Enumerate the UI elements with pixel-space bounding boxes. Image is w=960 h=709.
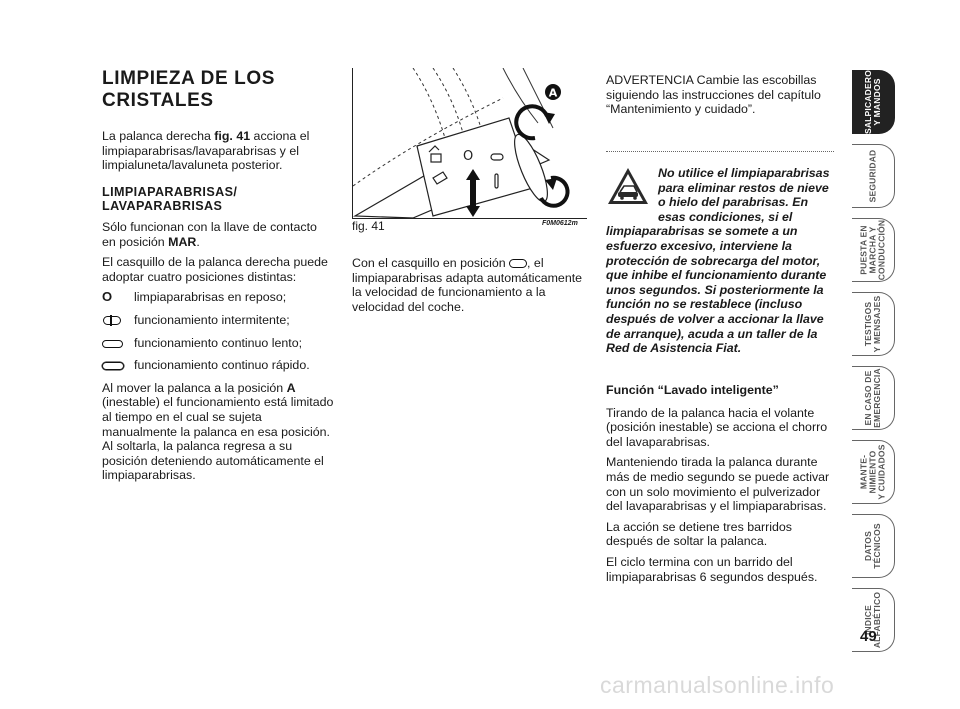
tab-label: PUESTA EN MARCHA Y CONDUCCIÓN <box>858 219 887 281</box>
advertencia-paragraph: ADVERTENCIA Cambie las escobillas siguiendo las instrucciones del capítulo “Mantenimiento y cuidado”. <box>606 73 821 117</box>
list-item-text: funcionamiento continuo lento; <box>134 335 303 350</box>
column-right <box>606 73 834 123</box>
tab-emergencia[interactable] <box>852 366 895 430</box>
list-item <box>102 290 334 305</box>
list-item <box>102 336 334 351</box>
auto-speed-paragraph <box>352 256 584 314</box>
key-position: MAR <box>168 234 197 249</box>
condition-text: Sólo funcionan con la llave de contacto en posición <box>102 219 317 249</box>
section-subheading: LIMPIAPARABRISAS/ LAVAPARABRISAS <box>102 184 238 214</box>
tab-testigos[interactable] <box>852 292 895 356</box>
wiper-lever-illustration <box>353 68 587 218</box>
tab-label: SEGURIDAD <box>867 149 878 203</box>
tab-label: ÍNDICE ALFABÉTICO <box>863 591 882 649</box>
marker-a-label: A <box>548 86 558 100</box>
tab-label: SALPICADERO Y MANDOS <box>863 69 882 135</box>
tab-seguridad[interactable] <box>852 144 895 208</box>
list-item-text: funcionamiento intermitente; <box>134 312 290 327</box>
list-item-text: funcionamiento continuo rápido. <box>134 358 310 373</box>
fig-reference: fig. 41 <box>214 129 251 143</box>
intro-text-cont: acciona el limpiaparabrisas/lavaparabrisas y el limpialuneta/lavaluneta posterior. <box>102 129 310 173</box>
condition-paragraph <box>102 220 334 249</box>
tab-datos-tecnicos[interactable] <box>852 514 895 578</box>
condition-end: . <box>196 234 200 249</box>
smart-wash-p2: Manteniendo tirada la palanca durante más de medio segundo se puede activar con un solo movimiento el pulverizador del lavaparabrisas y el limpiaparabrisas. <box>606 455 830 514</box>
list-item <box>102 358 334 373</box>
position-a-text-cont: (inestable) el funcionamiento está limitado al tiempo en el cual se sujeta manualmente la palanca en esa posición. Al soltarla, la palanca regresa a su posición deteniendo automáticamente el limpiaparabrisas. <box>102 395 334 483</box>
position-a-text: Al mover la palanca a la posición <box>102 380 287 395</box>
position-a-label: A <box>286 380 296 395</box>
divider <box>606 151 834 152</box>
tab-salpicadero[interactable] <box>852 70 895 134</box>
chapter-tabs <box>852 70 896 662</box>
tab-label: DATOS TÉCNICOS <box>863 523 882 569</box>
intro-text: La palanca derecha <box>102 129 215 143</box>
page-title: LIMPIEZA DE LOS CRISTALES <box>102 68 275 111</box>
intermittent-symbol-icon <box>103 316 121 325</box>
lever-figure <box>352 68 587 219</box>
slow-symbol-icon <box>102 340 123 348</box>
tab-mantenimiento[interactable] <box>852 440 895 504</box>
positions-list <box>102 290 334 372</box>
warning-text: No utilice el limpiaparabrisas para eliminar restos de nieve o hielo del parabrisas. En esas condiciones, si el limpiaparabrisas se somete a un esfuerzo excesivo, interviene la protección de sobrecarga del motor, que inhibe el funcionamiento durante unos segundos. Si posteriormente la función no se restablece (incluso después de volver a accionar la llave de arranque), acuda a un taller de la Red de Asistencia Fiat. <box>606 166 830 356</box>
intermittent-symbol-icon <box>509 259 527 268</box>
smart-wash-section <box>606 383 834 590</box>
page-number: 49 <box>860 628 877 645</box>
smart-wash-p1: Tirando de la palanca hacia el volante (posición inestable) se acciona el chorro del lavaparabrisas. <box>606 405 828 449</box>
column-middle <box>352 256 584 320</box>
watermark: carmanualsonline.info <box>600 672 835 698</box>
svg-text:O: O <box>463 149 474 164</box>
smart-wash-title: Función “Lavado inteligente” <box>606 383 779 397</box>
fast-symbol-icon <box>102 362 124 370</box>
smart-wash-p4: El ciclo termina con un barrido del limpiaparabrisas 6 segundos después. <box>606 554 818 584</box>
column-left <box>102 129 334 489</box>
list-item <box>102 313 334 328</box>
position-a-paragraph <box>102 381 334 483</box>
list-item-text: limpiaparabrisas en reposo; <box>134 290 287 305</box>
off-symbol-icon: O <box>102 289 113 305</box>
intro-paragraph <box>102 129 334 173</box>
figure-label: fig. 41 <box>352 219 385 233</box>
smart-wash-p3: La acción se detiene tres barridos después de soltar la palanca. <box>606 519 792 549</box>
tab-label: MANTE- NIMIENTO Y CUIDADOS <box>858 444 887 500</box>
figure-code: F0M0612m <box>542 220 578 227</box>
warning-box <box>606 166 834 362</box>
tab-label: TESTIGOS Y MENSAJES <box>863 295 882 353</box>
auto-speed-text-cont: , el limpiaparabrisas adapta automáticamente la velocidad de funcionamiento a la velocidad del coche. <box>352 256 583 314</box>
tab-label: EN CASO DE EMERGENCIA <box>863 368 882 428</box>
auto-speed-text: Con el casquillo en posición <box>352 256 510 270</box>
positions-paragraph: El casquillo de la palanca derecha puede adoptar cuatro posiciones distintas: <box>102 255 328 284</box>
tab-puesta-en-marcha[interactable] <box>852 218 895 282</box>
